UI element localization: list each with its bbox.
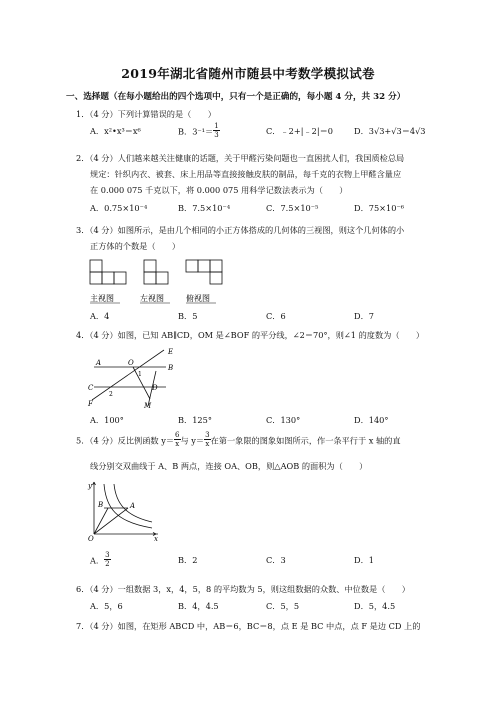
q1-option-d[interactable]: D．3√3+√3＝4√3 [354,126,426,136]
svg-text:O: O [128,359,134,367]
q3-three-views-figure [88,258,238,310]
top-view-label: 俯视图 [186,294,210,303]
svg-text:1: 1 [138,371,142,378]
q4-option-b[interactable]: B．125° [178,415,212,425]
svg-text:M: M [144,402,152,410]
q3-options [90,311,450,322]
q3-option-d[interactable]: D．7 [354,311,374,321]
q1-stem: 1．（4 分）下列计算错误的是（ ） [76,109,216,119]
q5-line-1: 5．（4 分）反比例函数 y＝ $\frac{6}{x}$ 与 y＝ $\frac{3}{x}$ 在第一象限的图象如图所示，作一条平行于 x 轴的直 [76,431,401,448]
q7-stem: 7．（4 分）如图，在矩形 ABCD 中，AB＝6，BC＝8，点 E 是 BC 中点，点 F 是边 CD 上的 [76,621,421,631]
q3-option-a[interactable]: A．4 [90,311,110,321]
svg-text:B: B [98,501,104,509]
q4-parallel-lines-figure [86,344,186,410]
q4-options [90,415,450,426]
q3-line-1: 3．（4 分）如图所示，是由几个相同的小正方体搭成的几何体的三视图，则这个几何体的小 [76,225,405,235]
q4-option-c[interactable]: C．130° [266,415,301,425]
q6-option-d[interactable]: D．5，4.5 [354,601,396,611]
front-view-label: 主视图 [90,294,114,303]
q2-option-c[interactable]: C．7.5×10⁻⁵ [266,203,319,213]
q5-options [90,551,450,568]
svg-text:E: E [168,348,174,356]
q5-option-c[interactable]: C．3 [266,555,286,565]
q2-option-d[interactable]: D．75×10⁻⁶ [354,203,405,213]
q6-options [90,601,450,612]
q5-hyperbola-figure [86,478,166,542]
svg-text:A: A [96,359,102,367]
q1-option-c[interactable]: C．﹣2+|﹣2|＝0 [266,126,334,136]
q2-option-b[interactable]: B．7.5×10⁻⁴ [178,203,231,213]
q6-stem: 6．（4 分）一组数据 3，x，4，5，8 的平均数为 5，则这组数据的众数、中位数是（ ） [76,584,410,594]
q1-option-b[interactable]: B．3⁻¹＝ $\frac{1}{3}$ [178,122,219,139]
q3-option-c[interactable]: C．6 [266,311,286,321]
q5-option-d[interactable]: D．1 [354,555,374,565]
q5-option-b[interactable]: B．2 [178,555,198,565]
q4-option-a[interactable]: A．100° [90,415,124,425]
svg-text:A: A [130,502,136,510]
left-view-label: 左视图 [140,294,164,303]
exam-title: 2019年湖北省随州市随县中考数学模拟试卷 [121,66,375,81]
q5-line-2: 线分别交双曲线于 A、B 两点，连接 OA、OB，则△AOB 的面积为（ ） [90,461,368,471]
section-heading: 一、选择题（在每小题给出的四个选项中，只有一个是正确的，每小题 4 分，共 32 分） [66,92,406,102]
svg-text:2: 2 [109,391,113,398]
q2-line-1: 2．（4 分）人们越来越关注健康的话题，关于甲醛污染问题也一直困扰人们，我国质检总局 [76,153,405,163]
q2-line-3: 在 0.000 075 千克以下，将 0.000 075 用科学记数法表示为（ ） [90,185,348,195]
q6-option-a[interactable]: A．5，6 [90,601,123,611]
q2-options [90,203,450,214]
q2-line-2: 规定：针织内衣、被套、床上用品等直接接触皮肤的制品，每千克的衣物上甲醛含量应 [90,169,402,179]
q6-option-b[interactable]: B．4，4.5 [178,601,219,611]
svg-text:x: x [154,535,158,542]
svg-text:B: B [168,364,174,372]
q6-option-c[interactable]: C．5，5 [266,601,300,611]
svg-text:D: D [152,384,158,392]
svg-text:C: C [88,384,94,392]
q4-stem: 4．（4 分）如图，已知 AB∥CD，OM 是∠BOF 的平分线，∠2＝70°，则∠1 的度数为（ ） [76,330,425,340]
q4-option-d[interactable]: D．140° [354,415,389,425]
q3-line-2: 正方体的个数是（ ） [90,241,181,251]
q2-option-a[interactable]: A．0.75×10⁻⁴ [90,203,148,213]
q1-options [90,122,450,139]
q1-option-a[interactable]: A．x²•x³＝x⁶ [90,126,141,136]
q3-option-b[interactable]: B．5 [178,311,198,321]
svg-text:y: y [88,482,92,490]
q5-option-a[interactable]: A． $\frac{3}{2}$ [90,551,110,568]
svg-text:O: O [88,535,94,542]
svg-text:F: F [88,400,93,408]
